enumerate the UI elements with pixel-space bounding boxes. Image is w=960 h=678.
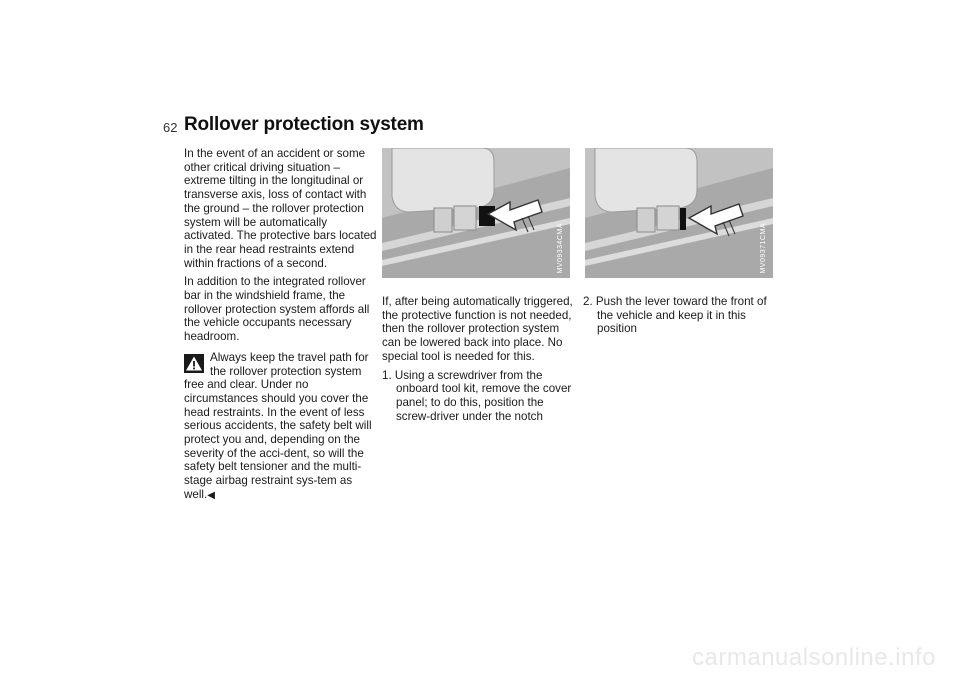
step-2: 2. Push the lever toward the front of the vehicle and keep it in this position [583,295,767,336]
figure-cover-panel [382,148,570,278]
headroom-paragraph: In addition to the integrated rollover bar in the windshield frame, the rollover protection system affords all the vehicle occupants necessary headroom. [184,275,370,344]
warning-text: Always keep the travel path for the rollover protection system free and clear. Under no circumstances should you cover the head restraints. In the event of less serious accidents, the safety belt will protect you and, depending on the severity of the acci-dent, so will the safety belt tensioner and the multi-stage airbag restraint sys-tem as well. [184,350,372,501]
site-watermark: carmanualsonline.info [692,644,936,671]
figure-id: MV09371CMA [760,223,767,274]
text-column-left [184,147,378,503]
figure-id: MV09334CMA [557,223,564,274]
warning-block [184,351,378,503]
warning-triangle-icon [184,354,204,373]
end-marker: ◀ [207,489,215,501]
figure-lever [585,148,773,278]
page-title: Rollover protection system [184,114,424,135]
intro-paragraph: In the event of an accident or some other critical driving situation – extreme tilting in the longitudinal or transverse axis, loss of contact with the ground – the rollover protection system will be automatically activated. The protective bars located in the rear head restraints extend within fractions of a second. [184,147,377,270]
lowering-intro: If, after being automatically triggered, the protective function is not needed, then the rollover protection system can be lowered back into place. No special tool is needed for this. [382,295,573,363]
text-column-middle [382,295,576,428]
page-number: 62 [163,120,178,135]
text-column-right [583,295,779,341]
step-1: 1. Using a screwdriver from the onboard tool kit, remove the cover panel; to do this, position the screw-driver under the notch [382,368,572,423]
